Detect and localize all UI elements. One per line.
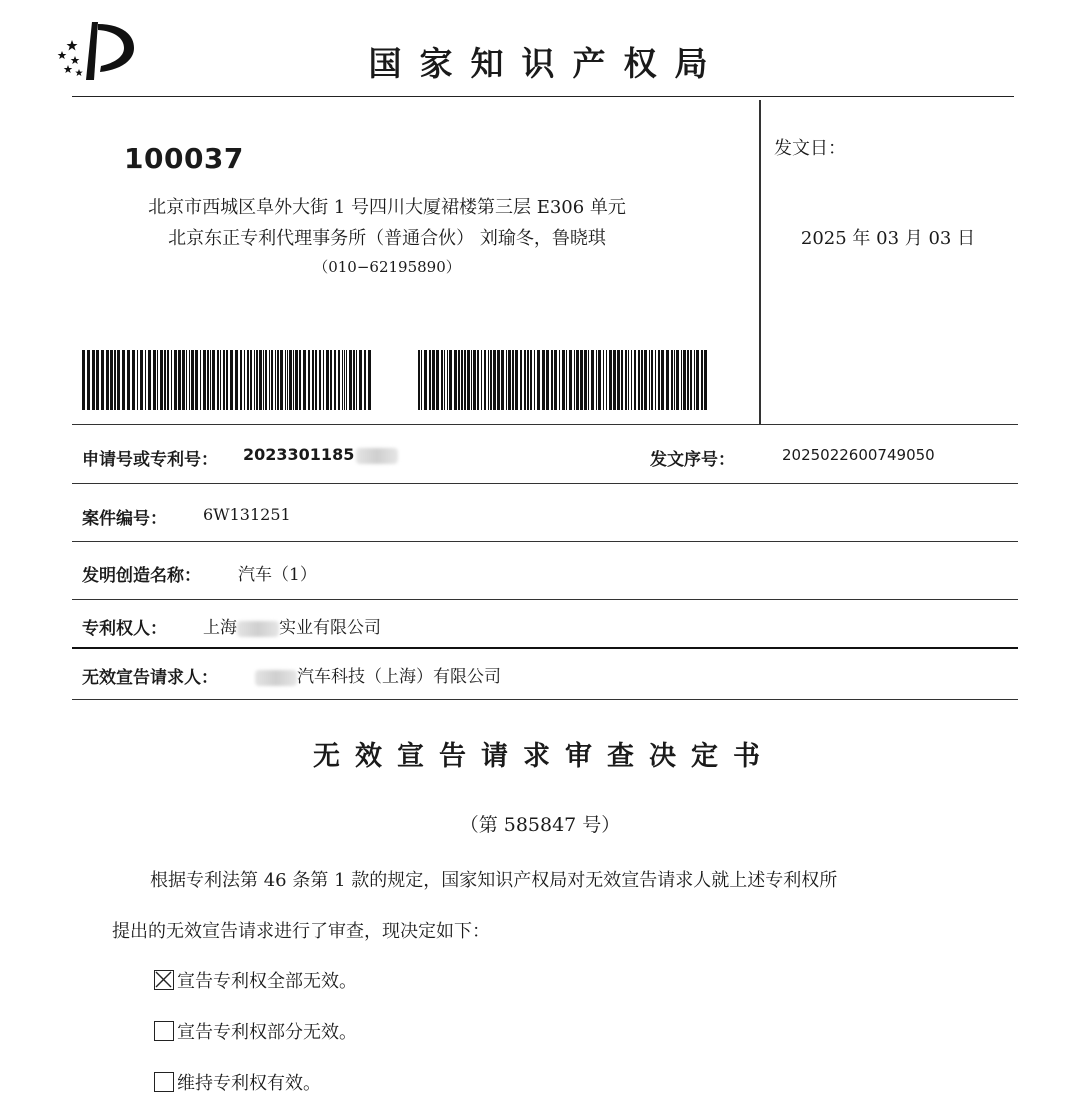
invention-name-label: 发明创造名称：: [82, 566, 201, 586]
issue-date: 2025 年 03 月 03 日: [800, 228, 976, 249]
case-number-label: 案件编号：: [82, 509, 167, 529]
decision-title: 无效宣告请求审查决定书: [313, 741, 775, 772]
row-divider: [72, 647, 1018, 649]
requester-label: 无效宣告请求人：: [82, 668, 218, 688]
decision-paragraph-line-2: 提出的无效宣告请求进行了审查，现决定如下：: [112, 921, 490, 942]
patentee-name-prefix: 上海: [203, 618, 237, 638]
address-column-divider: [759, 100, 761, 424]
issue-date-label: 发文日：: [774, 138, 846, 159]
patentee-name-suffix: 实业有限公司: [279, 618, 381, 638]
header-divider: [72, 96, 1014, 97]
requester-name-suffix: 汽车科技（上海）有限公司: [297, 667, 501, 687]
option-label: 宣告专利权全部无效。: [177, 971, 357, 992]
decision-number: （第 585847 号）: [459, 814, 621, 836]
address-line-2: 北京东正专利代理事务所（普通合伙） 刘瑜冬，鲁晓琪: [168, 228, 606, 249]
application-number-value: 2023301185: [243, 445, 355, 464]
address-line-1: 北京市西城区阜外大街 1 号四川大厦裙楼第三层 E306 单元: [148, 197, 626, 218]
row-divider: [72, 699, 1018, 700]
redacted-mask: [255, 670, 297, 686]
option-maintain-valid: [154, 1069, 321, 1095]
row-divider: [72, 599, 1018, 600]
checkbox-unchecked: [154, 1072, 174, 1092]
option-invalidate-all: [154, 967, 357, 993]
row-divider: [72, 483, 1018, 484]
invention-name-value: 汽车（1）: [238, 565, 317, 585]
checkbox-checked: [154, 970, 174, 990]
option-label: 宣告专利权部分无效。: [177, 1022, 357, 1043]
serial-number-value: 2025022600749050: [782, 446, 935, 464]
checkbox-unchecked: [154, 1021, 174, 1041]
application-number-label: 申请号或专利号：: [82, 450, 218, 470]
postcode: 100037: [124, 142, 244, 175]
redacted-mask: [356, 448, 398, 464]
phone-number: （010−62195890）: [313, 258, 461, 276]
redacted-mask: [237, 621, 279, 637]
barcode-serial: [418, 350, 708, 410]
org-title: 国家知识产权局: [368, 44, 726, 83]
option-invalidate-partial: [154, 1018, 357, 1044]
barcode-postcode: [82, 350, 372, 410]
serial-number-label: 发文序号：: [650, 450, 735, 470]
case-number-value: 6W131251: [203, 505, 291, 524]
row-divider: [72, 541, 1018, 542]
option-label: 维持专利权有效。: [177, 1073, 321, 1094]
patentee-label: 专利权人：: [82, 619, 167, 639]
decision-paragraph-line-1: 根据专利法第 46 条第 1 款的规定，国家知识产权局对无效宣告请求人就上述专利权所: [150, 870, 838, 891]
row-divider: [72, 424, 1018, 425]
